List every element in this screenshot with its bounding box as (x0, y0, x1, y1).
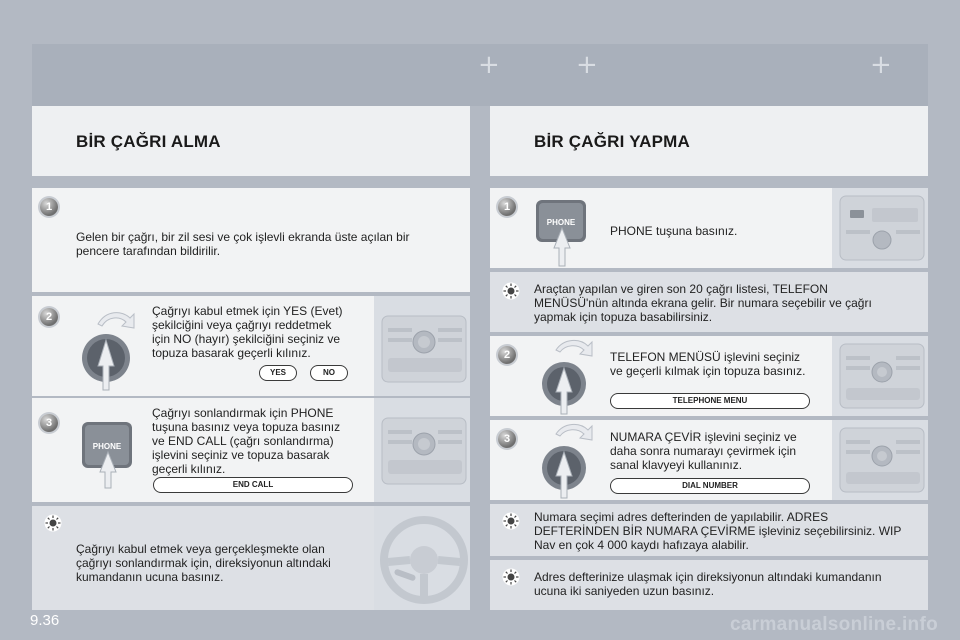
step-number-badge: 3 (40, 414, 58, 432)
phone-key-icon (80, 416, 136, 490)
rotary-knob-press-icon (534, 336, 594, 416)
tip-text: Adres defterinize ulaşmak için direksiyonun altındaki kumandanın ucuna iki saniyeden uzun basınız. (534, 570, 882, 598)
phone-key-label: PHONE (546, 218, 576, 227)
receive-step-1 (32, 188, 470, 292)
lightbulb-tip-icon (502, 512, 520, 530)
step-number-badge: 1 (40, 198, 58, 216)
radio-console-icon (374, 398, 470, 502)
rotary-knob-press-icon (534, 420, 594, 500)
right-section-title: BİR ÇAĞRI YAPMA (534, 132, 691, 151)
step-text: Gelen bir çağrı, bir zil sesi ve çok işlevli ekranda üste açılan bir pencere tarafından bildirilir. (76, 230, 410, 258)
right-section-header (490, 106, 928, 176)
tip-text: Numara seçimi adres defterinden de yapılabilir. ADRES DEFTERİNDEN BİR NUMARA ÇEVİRME işleviniz seçebilirsiniz. WIP Nav en çok 4 000 kaydı hafızaya alabilir. (534, 510, 902, 552)
lightbulb-tip-icon (502, 282, 520, 300)
radio-console-icon (374, 296, 470, 396)
receive-tip (32, 506, 470, 610)
end-call-label: END CALL (153, 477, 353, 493)
radio-console-icon (832, 420, 928, 500)
dial-number-label: DIAL NUMBER (610, 478, 810, 494)
phone-key-icon (534, 196, 590, 268)
step-text: Çağrıyı kabul etmek için YES (Evet) şekilciğini veya çağrıyı reddetmek için NO (hayır) şekilciğini seçiniz ve topuza basarak geçerli kılınız. (152, 304, 343, 360)
tip-text: Çağrıyı kabul etmek veya gerçekleşmekte olan çağrıyı sonlandırmak için, direksiyonun altındaki kumandanın ucuna basınız. (76, 542, 331, 584)
steering-wheel-icon (374, 506, 470, 610)
tip-text: Araçtan yapılan ve giren son 20 çağrı listesi, TELEFON MENÜSÜ'nün altında ekrana gelir. Bir numara seçebilir ve çağrı yapmak için topuza basabilirsiniz. (534, 282, 872, 324)
telephone-menu-label: TELEPHONE MENU (610, 393, 810, 409)
left-section-title: BİR ÇAĞRI ALMA (76, 132, 221, 151)
step-text: NUMARA ÇEVİR işlevini seçiniz ve daha sonra numarayı çevirmek için sanal klavyeyi kullanınız. (610, 430, 797, 472)
lightbulb-tip-icon (502, 568, 520, 586)
receive-step-3 (32, 398, 470, 502)
step-text: PHONE tuşuna basınız. (610, 224, 738, 238)
yes-button-label: YES (259, 365, 297, 381)
step-number-badge: 3 (498, 430, 516, 448)
make-call-tip-1 (490, 272, 928, 332)
plus-decoration: + (870, 50, 892, 80)
make-call-step-1 (490, 188, 928, 268)
no-button-label: NO (310, 365, 348, 381)
plus-decoration: + (576, 50, 598, 80)
page-number: 9.36 (30, 612, 60, 629)
rotary-knob-press-icon (76, 306, 136, 392)
step-number-badge: 2 (498, 346, 516, 364)
make-call-step-2 (490, 336, 928, 416)
step-number-badge: 1 (498, 198, 516, 216)
plus-decoration: + (478, 50, 500, 80)
watermark: carmanualsonline.info (730, 614, 938, 635)
console-illustration (832, 336, 928, 416)
make-call-tip-3 (490, 560, 928, 610)
radio-console-icon (832, 336, 928, 416)
phone-key-label: PHONE (92, 442, 122, 451)
make-call-step-3 (490, 420, 928, 500)
console-illustration (374, 296, 470, 396)
console-illustration (832, 188, 928, 268)
step-text: TELEFON MENÜSÜ işlevini seçiniz ve geçerli kılmak için topuza basınız. (610, 350, 806, 378)
receive-step-2 (32, 296, 470, 396)
step-number-badge: 2 (40, 308, 58, 326)
lightbulb-tip-icon (44, 514, 62, 532)
make-call-tip-2 (490, 504, 928, 556)
radio-console-icon (832, 188, 928, 268)
console-illustration (832, 420, 928, 500)
steering-wheel-illustration (374, 506, 470, 610)
left-section-header (32, 106, 470, 176)
step-text: Çağrıyı sonlandırmak için PHONE tuşuna basınız veya topuza basınız ve END CALL (çağrı sonlandırma) işlevini seçiniz ve topuza basarak geçerli kılınız. (152, 406, 341, 476)
console-illustration (374, 398, 470, 502)
